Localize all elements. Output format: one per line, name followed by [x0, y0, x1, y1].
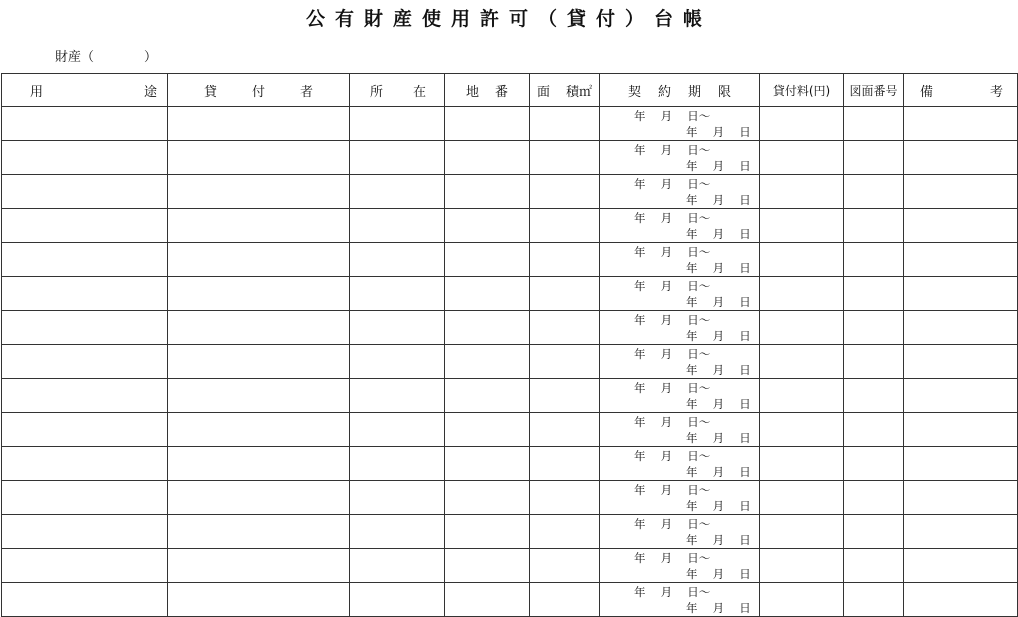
table-row: [2, 107, 1018, 141]
usage-cell: [2, 515, 168, 549]
lot-cell: [445, 481, 530, 515]
fee-cell: [760, 515, 844, 549]
table-row: [2, 209, 1018, 243]
fee-cell: [760, 481, 844, 515]
term-end: 年 月 日: [686, 125, 751, 139]
header-contract-term: 契 約 期 限: [600, 74, 760, 107]
remarks-cell: [904, 209, 1018, 243]
fee-cell: [760, 243, 844, 277]
property-field: [55, 46, 157, 65]
term-start: 年 月 日～: [634, 415, 711, 429]
lot-cell: [445, 311, 530, 345]
lot-cell: [445, 515, 530, 549]
term-start: 年 月 日～: [634, 109, 711, 123]
map-cell: [844, 209, 904, 243]
usage-cell: [2, 379, 168, 413]
area-cell: [530, 379, 600, 413]
header-lot-number: 地 番: [445, 74, 530, 107]
term-start: 年 月 日～: [634, 177, 711, 191]
page-title: 公有財産使用許可（貸付）台帳: [305, 8, 712, 30]
map-cell: [844, 379, 904, 413]
fee-cell: [760, 175, 844, 209]
lot-cell: [445, 549, 530, 583]
table-row: [2, 311, 1018, 345]
header-row: [2, 74, 1018, 107]
lot-cell: [445, 345, 530, 379]
remarks-cell: [904, 583, 1018, 617]
term-cell: [600, 243, 760, 277]
table-row: [2, 379, 1018, 413]
lender-cell: [168, 345, 350, 379]
usage-cell: [2, 311, 168, 345]
fee-cell: [760, 141, 844, 175]
remarks-cell: [904, 413, 1018, 447]
table-row: [2, 413, 1018, 447]
remarks-cell: [904, 447, 1018, 481]
remarks-cell: [904, 549, 1018, 583]
lot-cell: [445, 141, 530, 175]
header-remarks: 備 考: [904, 74, 1018, 107]
term-cell: [600, 311, 760, 345]
lender-cell: [168, 549, 350, 583]
location-cell: [350, 583, 445, 617]
fee-cell: [760, 277, 844, 311]
term-cell: [600, 413, 760, 447]
term-start: 年 月 日～: [634, 347, 711, 361]
area-cell: [530, 447, 600, 481]
map-cell: [844, 413, 904, 447]
table-row: [2, 175, 1018, 209]
term-start: 年 月 日～: [634, 279, 711, 293]
usage-cell: [2, 209, 168, 243]
term-cell: [600, 549, 760, 583]
area-cell: [530, 583, 600, 617]
map-cell: [844, 243, 904, 277]
location-cell: [350, 209, 445, 243]
map-cell: [844, 447, 904, 481]
area-cell: [530, 243, 600, 277]
lot-cell: [445, 413, 530, 447]
map-cell: [844, 549, 904, 583]
term-cell: [600, 345, 760, 379]
location-cell: [350, 107, 445, 141]
ledger-table: [1, 73, 1018, 617]
fee-cell: [760, 413, 844, 447]
location-cell: [350, 277, 445, 311]
usage-cell: [2, 141, 168, 175]
lot-cell: [445, 107, 530, 141]
lender-cell: [168, 481, 350, 515]
area-cell: [530, 413, 600, 447]
fee-cell: [760, 583, 844, 617]
property-close-paren: ）: [144, 50, 158, 65]
term-cell: [600, 141, 760, 175]
usage-cell: [2, 481, 168, 515]
term-start: 年 月 日～: [634, 449, 711, 463]
header-map-number: 図面番号: [844, 74, 904, 107]
remarks-cell: [904, 243, 1018, 277]
location-cell: [350, 413, 445, 447]
fee-cell: [760, 379, 844, 413]
location-cell: [350, 379, 445, 413]
term-start: 年 月 日～: [634, 143, 711, 157]
usage-cell: [2, 447, 168, 481]
lot-cell: [445, 175, 530, 209]
term-cell: [600, 481, 760, 515]
location-cell: [350, 447, 445, 481]
table-row: [2, 243, 1018, 277]
usage-cell: [2, 549, 168, 583]
term-cell: [600, 107, 760, 141]
location-cell: [350, 175, 445, 209]
term-cell: [600, 379, 760, 413]
fee-cell: [760, 345, 844, 379]
table-row: [2, 549, 1018, 583]
lender-cell: [168, 515, 350, 549]
lot-cell: [445, 583, 530, 617]
location-cell: [350, 345, 445, 379]
location-cell: [350, 141, 445, 175]
term-cell: [600, 515, 760, 549]
lot-cell: [445, 243, 530, 277]
term-end: 年 月 日: [686, 601, 751, 615]
term-end: 年 月 日: [686, 499, 751, 513]
term-cell: [600, 447, 760, 481]
lender-cell: [168, 447, 350, 481]
fee-cell: [760, 107, 844, 141]
usage-cell: [2, 107, 168, 141]
lender-cell: [168, 243, 350, 277]
location-cell: [350, 481, 445, 515]
term-start: 年 月 日～: [634, 483, 711, 497]
lot-cell: [445, 379, 530, 413]
term-cell: [600, 277, 760, 311]
term-end: 年 月 日: [686, 295, 751, 309]
lender-cell: [168, 583, 350, 617]
term-end: 年 月 日: [686, 329, 751, 343]
remarks-cell: [904, 345, 1018, 379]
header-area: 面 積㎡: [530, 74, 600, 107]
term-end: 年 月 日: [686, 567, 751, 581]
table-row: [2, 583, 1018, 617]
location-cell: [350, 549, 445, 583]
header-fee: 貸付料(円): [760, 74, 844, 107]
location-cell: [350, 515, 445, 549]
map-cell: [844, 311, 904, 345]
remarks-cell: [904, 311, 1018, 345]
table-row: [2, 345, 1018, 379]
map-cell: [844, 277, 904, 311]
map-cell: [844, 481, 904, 515]
term-end: 年 月 日: [686, 431, 751, 445]
location-cell: [350, 243, 445, 277]
area-cell: [530, 481, 600, 515]
remarks-cell: [904, 515, 1018, 549]
lot-cell: [445, 277, 530, 311]
remarks-cell: [904, 481, 1018, 515]
fee-cell: [760, 311, 844, 345]
map-cell: [844, 515, 904, 549]
table-row: [2, 277, 1018, 311]
table-row: [2, 515, 1018, 549]
fee-cell: [760, 549, 844, 583]
table-row: [2, 481, 1018, 515]
area-cell: [530, 175, 600, 209]
fee-cell: [760, 209, 844, 243]
area-cell: [530, 141, 600, 175]
remarks-cell: [904, 277, 1018, 311]
map-cell: [844, 345, 904, 379]
area-cell: [530, 311, 600, 345]
usage-cell: [2, 277, 168, 311]
lender-cell: [168, 209, 350, 243]
map-cell: [844, 583, 904, 617]
lender-cell: [168, 379, 350, 413]
lender-cell: [168, 175, 350, 209]
term-cell: [600, 175, 760, 209]
term-start: 年 月 日～: [634, 211, 711, 225]
lot-cell: [445, 447, 530, 481]
term-start: 年 月 日～: [634, 585, 711, 599]
remarks-cell: [904, 107, 1018, 141]
lender-cell: [168, 311, 350, 345]
property-open-paren: （: [81, 50, 95, 65]
lender-cell: [168, 277, 350, 311]
term-end: 年 月 日: [686, 193, 751, 207]
term-end: 年 月 日: [686, 227, 751, 241]
term-start: 年 月 日～: [634, 313, 711, 327]
map-cell: [844, 141, 904, 175]
term-cell: [600, 583, 760, 617]
lender-cell: [168, 141, 350, 175]
location-cell: [350, 311, 445, 345]
remarks-cell: [904, 141, 1018, 175]
term-end: 年 月 日: [686, 397, 751, 411]
term-end: 年 月 日: [686, 159, 751, 173]
term-start: 年 月 日～: [634, 551, 711, 565]
remarks-cell: [904, 175, 1018, 209]
area-cell: [530, 107, 600, 141]
table-row: [2, 447, 1018, 481]
term-start: 年 月 日～: [634, 381, 711, 395]
area-cell: [530, 515, 600, 549]
term-end: 年 月 日: [686, 363, 751, 377]
usage-cell: [2, 175, 168, 209]
lender-cell: [168, 413, 350, 447]
header-lender: 貸 付 者: [168, 74, 350, 107]
term-cell: [600, 209, 760, 243]
area-cell: [530, 277, 600, 311]
term-end: 年 月 日: [686, 261, 751, 275]
lot-cell: [445, 209, 530, 243]
usage-cell: [2, 583, 168, 617]
usage-cell: [2, 243, 168, 277]
usage-cell: [2, 345, 168, 379]
term-start: 年 月 日～: [634, 517, 711, 531]
usage-cell: [2, 413, 168, 447]
property-label: 財産: [55, 50, 82, 65]
term-end: 年 月 日: [686, 533, 751, 547]
map-cell: [844, 175, 904, 209]
header-location: 所 在: [350, 74, 445, 107]
term-end: 年 月 日: [686, 465, 751, 479]
remarks-cell: [904, 379, 1018, 413]
table-row: [2, 141, 1018, 175]
map-cell: [844, 107, 904, 141]
area-cell: [530, 549, 600, 583]
term-start: 年 月 日～: [634, 245, 711, 259]
area-cell: [530, 345, 600, 379]
fee-cell: [760, 447, 844, 481]
lender-cell: [168, 107, 350, 141]
header-usage: 用 途: [2, 74, 168, 107]
area-cell: [530, 209, 600, 243]
